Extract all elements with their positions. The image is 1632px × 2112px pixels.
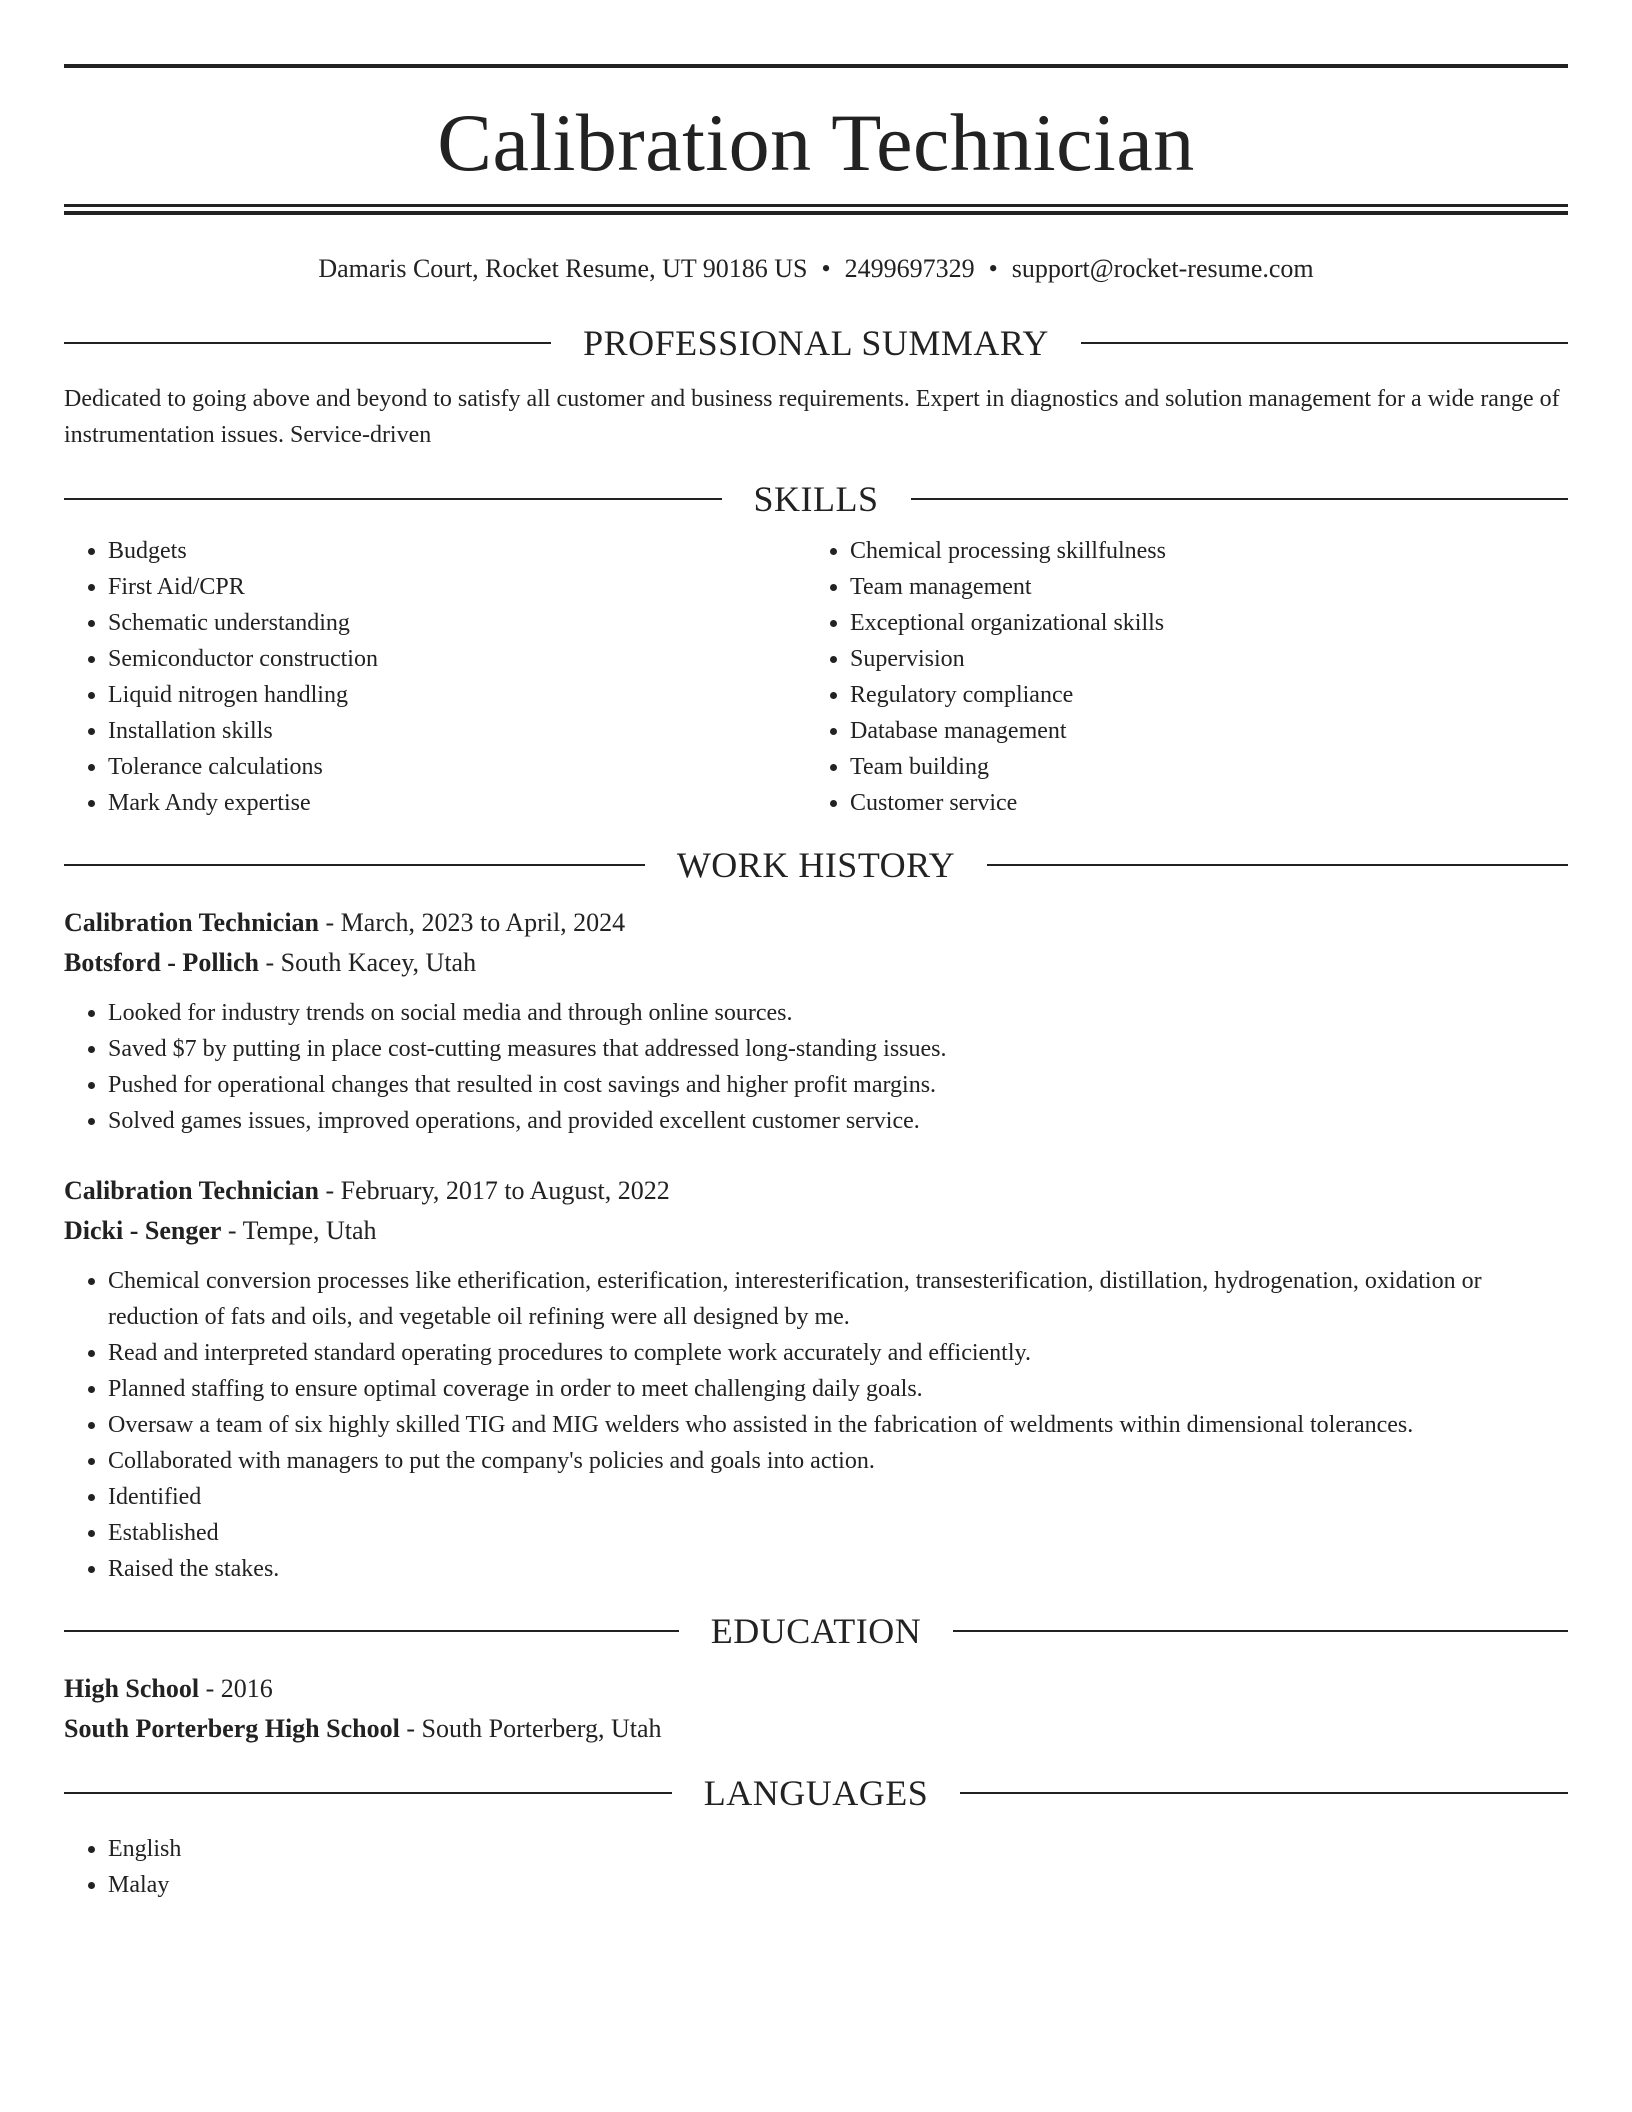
heading-rule (64, 498, 722, 500)
education-school: South Porterberg High School (64, 1714, 400, 1743)
job-title: Calibration Technician (64, 908, 319, 937)
job-bullet: • Oversaw a team of six highly skilled TIG and MIG welders who assisted in the fabrication of weldments within dimensional tolerances. (108, 1407, 1568, 1443)
heading-rule (64, 342, 551, 344)
job-bullet: • Saved $7 by putting in place cost-cutting measures that addressed long-standing issues. (108, 1031, 1568, 1067)
skills-column-left (64, 533, 806, 821)
job-bullet: • Looked for industry trends on social media and through online sources. (108, 995, 1568, 1031)
heading-rule (64, 1792, 672, 1794)
contact-email: support@rocket-resume.com (1011, 254, 1314, 283)
education-heading-label: EDUCATION (710, 1611, 922, 1651)
job-company: Dicki - Senger (64, 1216, 222, 1245)
heading-rule (953, 1630, 1568, 1632)
job-bullet: • Read and interpreted standard operating procedures to complete work accurately and efficiently. (108, 1335, 1568, 1371)
job-company-line (64, 943, 1568, 983)
job-bullets (64, 995, 1568, 1139)
skill-item: • Supervision (850, 641, 1548, 677)
resume-page (64, 64, 1568, 1903)
title-double-rule (64, 204, 1568, 215)
contact-separator: • (988, 254, 998, 283)
heading-rule (64, 864, 645, 866)
skill-item: • Customer service (850, 785, 1548, 821)
skill-item: • Database management (850, 713, 1548, 749)
skills-heading (64, 475, 1568, 523)
skills-list (64, 533, 1568, 821)
summary-text: Dedicated to going above and beyond to satisfy all customer and business requirements. Expert in diagnostics and solution management for a wide range of instrumentation issues. Service-driven (64, 386, 1560, 448)
heading-rule (1081, 342, 1568, 344)
job-title: Calibration Technician (64, 1176, 319, 1205)
job-bullet: • Raised the stakes. (108, 1551, 1568, 1587)
skills-column-right (806, 533, 1548, 821)
skill-item: • Schematic understanding (108, 605, 806, 641)
languages-list (64, 1831, 1568, 1903)
contact-phone: 2499697329 (844, 254, 975, 283)
education-school-line (64, 1709, 1568, 1749)
skill-item: • Liquid nitrogen handling (108, 677, 806, 713)
contact-separator: • (821, 254, 831, 283)
job-dates: - March, 2023 to April, 2024 (319, 908, 626, 937)
skill-item: • Tolerance calculations (108, 749, 806, 785)
job-bullet: • Planned staffing to ensure optimal coverage in order to meet challenging daily goals. (108, 1371, 1568, 1407)
job-entry (64, 1171, 1568, 1587)
job-bullet: • Identified (108, 1479, 1568, 1515)
skill-item: • Chemical processing skillfulness (850, 533, 1548, 569)
job-bullet: • Solved games issues, improved operations, and provided excellent customer service. (108, 1103, 1568, 1139)
skill-item: • Team management (850, 569, 1548, 605)
job-company: Botsford - Pollich (64, 948, 259, 977)
job-entry (64, 903, 1568, 1139)
heading-rule (64, 1630, 679, 1632)
summary-heading-label: PROFESSIONAL SUMMARY (583, 323, 1049, 363)
job-location: - South Kacey, Utah (259, 948, 477, 977)
skill-item: • Team building (850, 749, 1548, 785)
top-rule (64, 64, 1568, 68)
education-entry (64, 1669, 1568, 1749)
skill-item: • Regulatory compliance (850, 677, 1548, 713)
education-year: - 2016 (199, 1674, 273, 1703)
skill-item: • Exceptional organizational skills (850, 605, 1548, 641)
job-title-line (64, 903, 1568, 943)
skill-item: • Installation skills (108, 713, 806, 749)
languages-heading (64, 1769, 1568, 1817)
job-dates: - February, 2017 to August, 2022 (319, 1176, 670, 1205)
job-company-line (64, 1211, 1568, 1251)
heading-rule (960, 1792, 1568, 1794)
summary-heading (64, 319, 1568, 367)
education-location: - South Porterberg, Utah (399, 1714, 662, 1743)
contact-line (64, 249, 1568, 289)
skill-item: • Semiconductor construction (108, 641, 806, 677)
skill-item: • First Aid/CPR (108, 569, 806, 605)
resume-title: Calibration Technician (437, 97, 1195, 188)
education-heading (64, 1607, 1568, 1655)
language-item: • English (108, 1831, 1568, 1867)
work-heading-label: WORK HISTORY (676, 845, 956, 885)
skills-heading-label: SKILLS (753, 479, 879, 519)
job-location: - Tempe, Utah (221, 1216, 377, 1245)
education-degree-line (64, 1669, 1568, 1709)
work-heading (64, 841, 1568, 889)
languages-heading-label: LANGUAGES (703, 1773, 929, 1813)
job-bullet: • Chemical conversion processes like etherification, esterification, interesterification, transesterification, distillation, hydrogenation, oxidation or reduction of fats and oils, and vegetable oil refining were all designed by me. (108, 1263, 1568, 1335)
job-title-line (64, 1171, 1568, 1211)
heading-rule (987, 864, 1568, 866)
education-degree: High School (64, 1674, 200, 1703)
job-bullet: • Pushed for operational changes that resulted in cost savings and higher profit margins. (108, 1067, 1568, 1103)
job-bullets (64, 1263, 1568, 1587)
language-item: • Malay (108, 1867, 1568, 1903)
contact-address: Damaris Court, Rocket Resume, UT 90186 US (318, 254, 808, 283)
heading-rule (911, 498, 1569, 500)
skill-item: • Mark Andy expertise (108, 785, 806, 821)
skill-item: • Budgets (108, 533, 806, 569)
job-bullet: • Collaborated with managers to put the company's policies and goals into action. (108, 1443, 1568, 1479)
job-bullet: • Established (108, 1515, 1568, 1551)
